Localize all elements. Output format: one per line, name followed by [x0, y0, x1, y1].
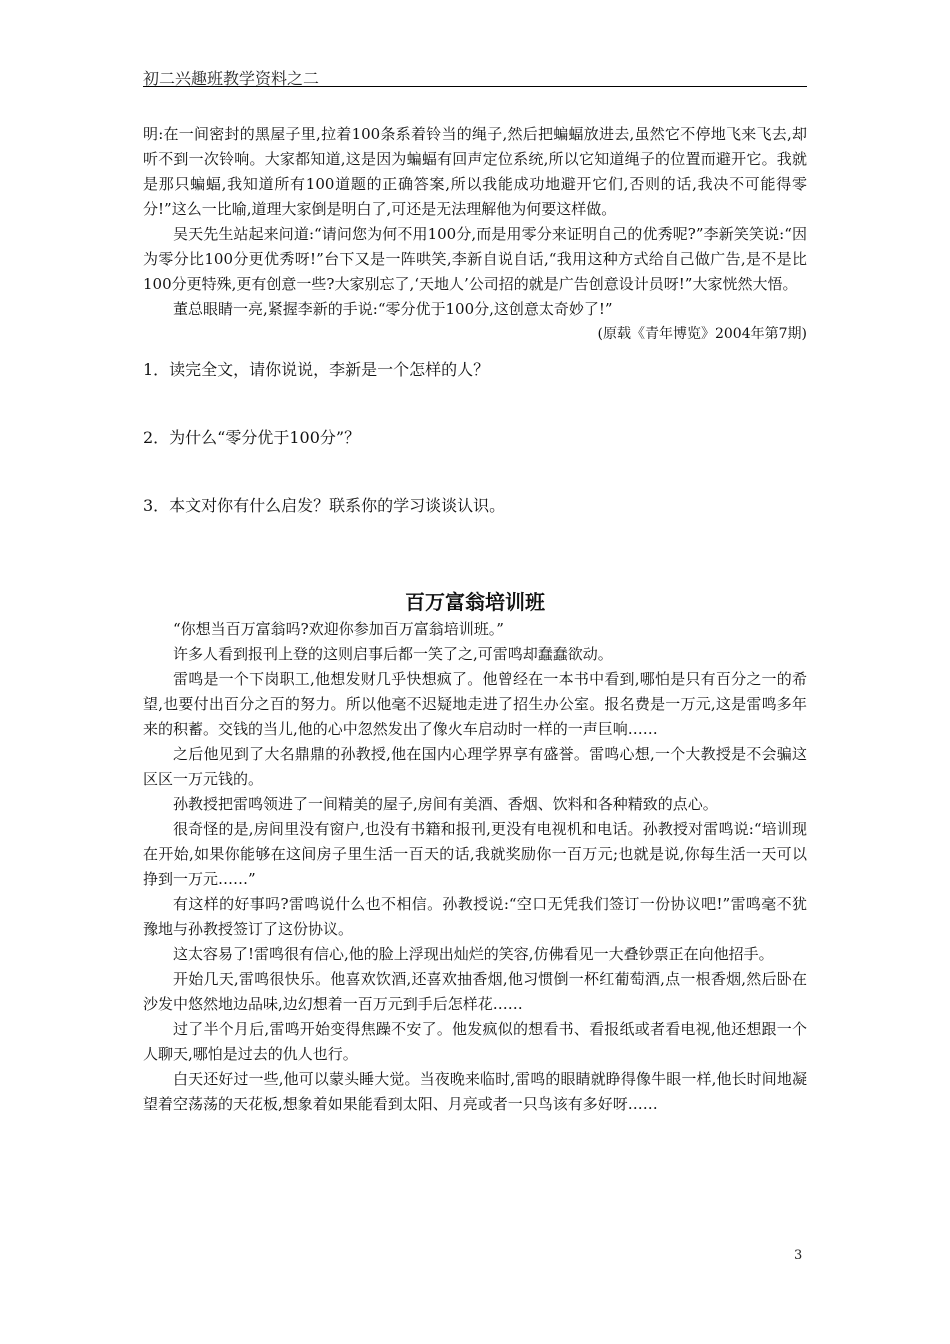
story2-paragraph: 雷鸣是一个下岗职工,他想发财几乎快想疯了。他曾经在一本书中看到,哪怕是只有百分之一的希望,也要付出百分之百的努力。所以他毫不迟疑地走进了招生办公室。报名费是一万元,这是雷鸣多年来的积蓄。交钱的当儿,他的心中忽然发出了像火车启动时一样的一声巨响…… — [143, 670, 807, 738]
story1-paragraph: 董总眼睛一亮,紧握李新的手说:“零分优于100分,这创意太奇妙了!” — [173, 300, 613, 318]
story2-paragraph: 这太容易了!雷鸣很有信心,他的脸上浮现出灿烂的笑容,仿佛看见一大叠钞票正在向他招手。 — [173, 945, 774, 963]
question-2: 2．为什么“零分优于100分”？ — [143, 428, 361, 447]
story2-paragraph: “你想当百万富翁吗?欢迎你参加百万富翁培训班。” — [173, 620, 504, 638]
story2-paragraph: 白天还好过一些,他可以蒙头睡大觉。当夜晚来临时,雷鸣的眼睛就睁得像牛眼一样,他长时间地凝望着空荡荡的天花板,想象着如果能看到太阳、月亮或者一只鸟该有多好呀…… — [143, 1070, 807, 1113]
story2-paragraph: 有这样的好事吗?雷鸣说什么也不相信。孙教授说:“空口无凭我们签订一份协议吧!”雷鸣毫不犹豫地与孙教授签订了这份协议。 — [143, 895, 807, 938]
story2-paragraph: 之后他见到了大名鼎鼎的孙教授,他在国内心理学界享有盛誉。雷鸣心想,一个大教授是不会骗这区区一万元钱的。 — [143, 745, 807, 788]
story2-paragraph: 许多人看到报刊上登的这则启事后都一笑了之,可雷鸣却蠢蠢欲动。 — [173, 645, 613, 663]
question-3: 3．本文对你有什么启发？联系你的学习谈谈认识。 — [143, 496, 506, 515]
section-title: 百万富翁培训班 — [405, 590, 545, 614]
citation: (原载《青年博览》2004年第7期) — [597, 326, 807, 342]
story2-paragraph: 过了半个月后,雷鸣开始变得焦躁不安了。他发疯似的想看书、看报纸或者看电视,他还想跟一个人聊天,哪怕是过去的仇人也行。 — [143, 1020, 807, 1063]
story2-paragraph: 很奇怪的是,房间里没有窗户,也没有书籍和报刊,更没有电视机和电话。孙教授对雷鸣说:“培训现在开始,如果你能够在这间房子里生活一百天的话,我就奖励你一百万元;也就是说,你每生活一天可以挣到一万元……” — [143, 820, 807, 888]
question-1: 1．读完全文，请你说说，李新是一个怎样的人？ — [143, 360, 490, 379]
story1-paragraph: 吴天先生站起来问道:“请问您为何不用100分,而是用零分来证明自己的优秀呢?”李新笑笑说:“因为零分比100分更优秀呀!”台下又是一阵哄笑,李新自说自话,“我用这种方式给自己做广告,是不是比100分更特殊,更有创意一些?大家别忘了,‘天地人’公司招的就是广告创意设计员呀!”大家恍然大悟。 — [143, 225, 807, 293]
header-rule — [143, 86, 807, 87]
story2-paragraph: 孙教授把雷鸣领进了一间精美的屋子,房间有美酒、香烟、饮料和各种精致的点心。 — [173, 795, 718, 813]
story2-paragraph: 开始几天,雷鸣很快乐。他喜欢饮酒,还喜欢抽香烟,他习惯倒一杯红葡萄酒,点一根香烟,然后卧在沙发中悠然地边品味,边幻想着一百万元到手后怎样花…… — [143, 970, 807, 1013]
header-title: 初二兴趣班教学资料之二 — [143, 69, 320, 88]
document-body — [143, 122, 807, 1117]
page-number: 3 — [794, 1248, 803, 1263]
story1-paragraph: 明:在一间密封的黑屋子里,拉着100条系着铃当的绳子,然后把蝙蝠放进去,虽然它不停地飞来飞去,却听不到一次铃响。大家都知道,这是因为蝙蝠有回声定位系统,所以它知道绳子的位置而避开它。我就是那只蝙蝠,我知道所有100道题的正确答案,所以我能成功地避开它们,否则的话,我决不可能得零分!”这么一比喻,道理大家倒是明白了,可还是无法理解他为何要这样做。 — [143, 125, 807, 218]
